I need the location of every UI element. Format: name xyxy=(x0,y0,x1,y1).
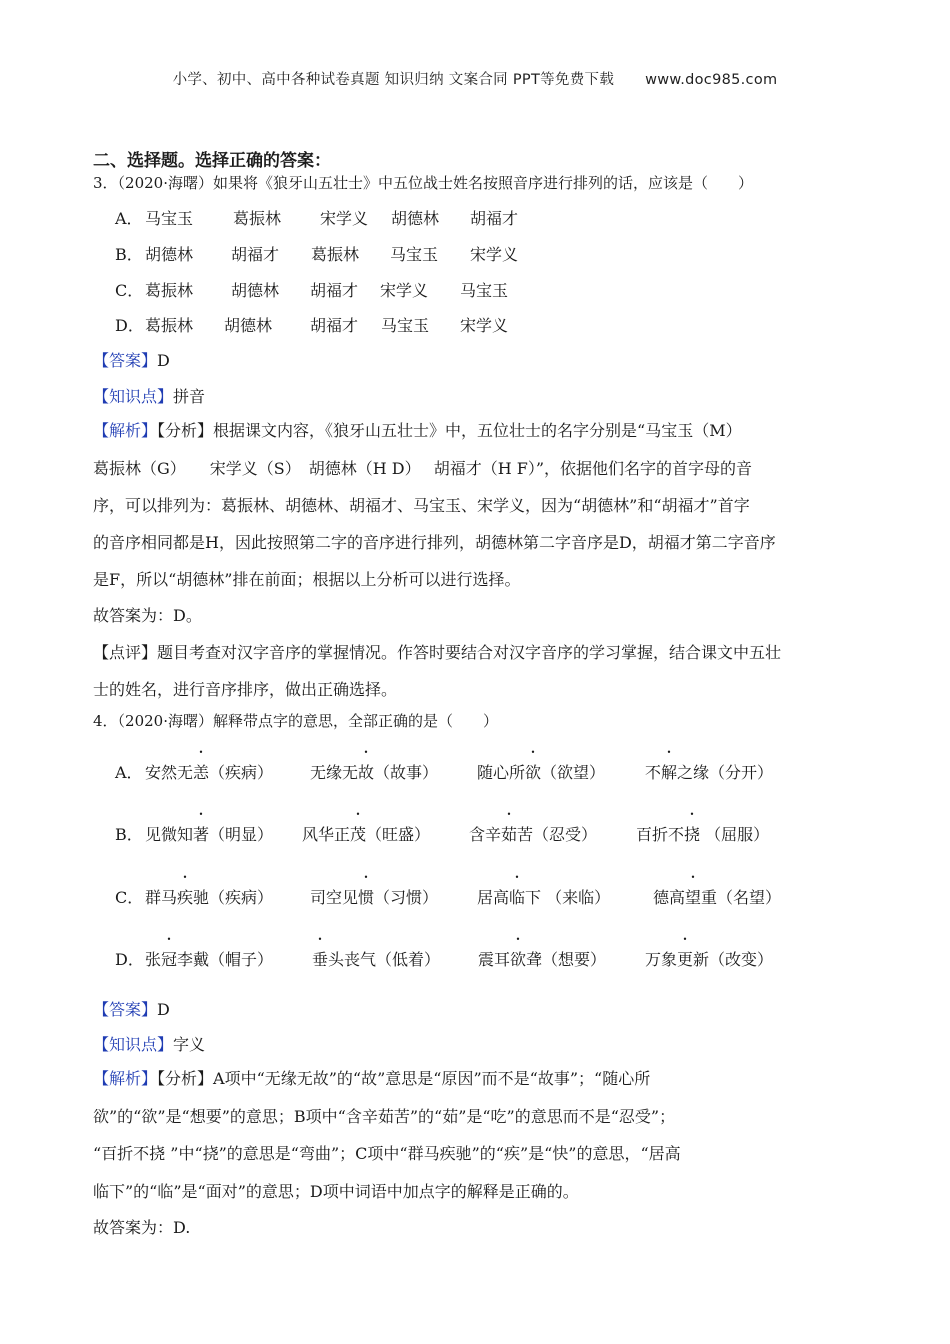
option-letter: C． xyxy=(115,888,144,907)
dotted-char: 冠 xyxy=(161,950,178,969)
dotted-char: 欲 xyxy=(510,950,527,969)
option-item xyxy=(312,947,440,970)
word-part: 头丧气（低着） xyxy=(328,950,441,969)
word-part: 随心所 xyxy=(477,763,526,782)
word-part: 含辛 xyxy=(469,825,502,844)
dotted-char: 著 xyxy=(193,825,210,844)
answer-value: D xyxy=(157,351,170,370)
q3-analysis-line: 是F，所以“胡德林”排在前面；根据以上分析可以进行选择。 xyxy=(93,570,521,589)
option-item: 胡德林 xyxy=(145,245,194,264)
word-part: （故事） xyxy=(374,763,439,782)
page-header xyxy=(0,68,950,89)
option-item xyxy=(145,947,273,970)
word-part: （疾病） xyxy=(209,763,274,782)
analysis-tag: 【解析】 xyxy=(93,1069,158,1088)
word-part: 百折不 xyxy=(636,825,685,844)
dotted-char: 恙 xyxy=(193,763,210,782)
dotted-char: 疾 xyxy=(177,888,194,907)
q4-final-answer: 故答案为：D. xyxy=(93,1218,191,1237)
word-part: 安然无 xyxy=(145,763,194,782)
analysis-text: 【分析】根据课文内容，《狼牙山五壮士》中，五位壮士的名字分别是“马宝玉（M） xyxy=(157,421,742,440)
word-part: 居高 xyxy=(477,888,510,907)
word-part: 李戴（帽子） xyxy=(177,950,274,969)
dotted-char: 惯 xyxy=(358,888,375,907)
option-letter: B． xyxy=(115,825,143,844)
q3-answer xyxy=(93,348,170,371)
q3-comment-line: 【点评】题目考查对汉字音序的掌握情况。作答时要结合对汉字音序的学习掌握，结合课文中五壮 xyxy=(93,643,782,662)
word-part: 见微知 xyxy=(145,825,194,844)
q4-option-c xyxy=(115,885,815,907)
dotted-char: 临 xyxy=(509,888,526,907)
option-item: 葛振林 xyxy=(145,316,194,335)
option-item: 葛振林 xyxy=(145,281,194,300)
word-part: 群马 xyxy=(145,888,178,907)
option-item xyxy=(645,760,773,783)
word-part: （欲望） xyxy=(541,763,606,782)
option-item: 宋学义 xyxy=(320,209,369,228)
q3-analysis-line: 序，可以排列为：葛振林、胡德林、胡福才、马宝玉、宋学义，因为“胡德林”和“胡福才”首字 xyxy=(93,496,750,515)
word-part: 下 （来临） xyxy=(525,888,611,907)
option-letter: B． xyxy=(115,245,143,264)
option-item xyxy=(477,760,605,783)
option-item: 马宝玉 xyxy=(390,245,439,264)
option-item: 胡德林 xyxy=(391,209,440,228)
q3-option-b xyxy=(115,242,715,264)
q4-option-a xyxy=(115,760,815,782)
analysis-text: 【分析】A项中“无缘无故”的“故”意思是“原因”而不是“故事”；“随心所 xyxy=(157,1069,651,1088)
q4-analysis-line: 欲”的“欲”是“想要”的意思；B项中“含辛茹苦”的“茹”是“吃”的意思而不是“忍受”； xyxy=(93,1107,676,1126)
option-item xyxy=(310,885,438,908)
option-item xyxy=(653,885,781,908)
word-part: 聋（想要） xyxy=(526,950,607,969)
dotted-char: 故 xyxy=(358,763,375,782)
word-part: 新（改变） xyxy=(693,950,774,969)
word-part: 不 xyxy=(645,763,662,782)
dotted-char: 解 xyxy=(661,763,678,782)
answer-value: D xyxy=(157,1000,170,1019)
q3-option-d xyxy=(115,313,715,335)
q3-final-answer: 故答案为：D。 xyxy=(93,606,202,625)
option-item: 宋学义 xyxy=(460,316,509,335)
word-part: （习惯） xyxy=(374,888,439,907)
answer-tag: 【答案】 xyxy=(93,351,158,370)
dotted-char: 欲 xyxy=(525,763,542,782)
header-text: 小学、初中、高中各种试卷真题 知识归纳 文案合同 PPT等免费下载 xyxy=(172,72,615,88)
option-item: 马宝玉 xyxy=(460,281,509,300)
q4-analysis-line: “百折不挠 ”中“挠”的意思是“弯曲”；C项中“群马疾驰”的“疾”是“快”的意思，“居高 xyxy=(93,1144,681,1163)
header-site: www.doc985.com xyxy=(645,72,778,88)
option-item: 宋学义 xyxy=(470,245,519,264)
option-item: 胡德林 xyxy=(224,316,273,335)
dotted-char: 望 xyxy=(685,888,702,907)
option-item: 葛振林 xyxy=(233,209,282,228)
option-item xyxy=(645,947,773,970)
word-part: 司空见 xyxy=(310,888,359,907)
q3-analysis-line: 的音序相同都是H，因此按照第二字的音序进行排列，胡德林第二字音序是D，胡福才第二字音序 xyxy=(93,533,776,552)
word-part: 风华正 xyxy=(302,825,351,844)
option-item: 胡福才 xyxy=(310,316,359,335)
option-item: 宋学义 xyxy=(380,281,429,300)
dotted-char: 垂 xyxy=(312,950,329,969)
option-letter: A． xyxy=(115,763,143,782)
q4-answer xyxy=(93,997,170,1020)
knowledge-value: 拼音 xyxy=(173,387,206,406)
option-letter: C． xyxy=(115,281,144,300)
dotted-char: 茂 xyxy=(350,825,367,844)
q3-option-a xyxy=(115,206,715,228)
dotted-char: 挠 xyxy=(684,825,701,844)
option-letter: D． xyxy=(115,316,144,335)
word-part: 之缘（分开） xyxy=(677,763,774,782)
q3-option-c xyxy=(115,278,715,300)
option-item: 胡福才 xyxy=(310,281,359,300)
option-item xyxy=(478,947,606,970)
option-item xyxy=(145,885,273,908)
option-item: 胡福才 xyxy=(231,245,280,264)
knowledge-tag: 【知识点】 xyxy=(93,1035,174,1054)
dotted-char: 茹 xyxy=(501,825,518,844)
option-item xyxy=(636,822,769,845)
answer-tag: 【答案】 xyxy=(93,1000,158,1019)
q3-knowledge-point xyxy=(93,384,205,407)
q3-stem: 3．（2020·海曙）如果将《狼牙山五壮士》中五位战士姓名按照音序进行排列的话，应该是（ ） xyxy=(93,174,753,192)
word-part: 驰（疾病） xyxy=(193,888,274,907)
q4-stem: 4．（2020·海曙）解释带点字的意思，全部正确的是（ ） xyxy=(93,712,498,730)
q4-option-d xyxy=(115,947,815,969)
option-item xyxy=(477,885,610,908)
option-item xyxy=(145,822,273,845)
q4-option-b xyxy=(115,822,815,844)
q3-analysis-line xyxy=(93,418,742,441)
word-part: 张 xyxy=(145,950,162,969)
section-title: 二、选择题。选择正确的答案： xyxy=(93,151,331,171)
q4-knowledge-point xyxy=(93,1032,205,1055)
q3-analysis-line: 葛振林（G） 宋学义（S） 胡德林（H D） 胡福才（H F）”，依据他们名字的首字母的音 xyxy=(93,459,753,478)
q4-analysis-line: 临下”的“临”是“面对”的意思；D项中词语中加点字的解释是正确的。 xyxy=(93,1182,579,1201)
option-letter: A． xyxy=(115,209,143,228)
analysis-tag: 【解析】 xyxy=(93,421,158,440)
word-part: 无缘无 xyxy=(310,763,359,782)
word-part: 万象 xyxy=(645,950,678,969)
word-part: 重（名望） xyxy=(701,888,782,907)
option-item: 胡德林 xyxy=(231,281,280,300)
knowledge-value: 字义 xyxy=(173,1035,206,1054)
word-part: 苦（忍受） xyxy=(517,825,598,844)
option-item: 葛振林 xyxy=(311,245,360,264)
option-letter: D． xyxy=(115,950,144,969)
word-part: （屈服） xyxy=(700,825,770,844)
option-item xyxy=(302,822,430,845)
dotted-char: 更 xyxy=(677,950,694,969)
option-item: 马宝玉 xyxy=(381,316,430,335)
option-item xyxy=(310,760,438,783)
q3-comment-line: 士的姓名，进行音序排序，做出正确选择。 xyxy=(93,680,398,699)
knowledge-tag: 【知识点】 xyxy=(93,387,174,406)
q4-analysis-line xyxy=(93,1066,650,1089)
word-part: 震耳 xyxy=(478,950,511,969)
option-item xyxy=(469,822,597,845)
word-part: 德高 xyxy=(653,888,686,907)
word-part: （明显） xyxy=(209,825,274,844)
option-item: 马宝玉 xyxy=(145,209,194,228)
word-part: （旺盛） xyxy=(366,825,431,844)
option-item: 胡福才 xyxy=(470,209,519,228)
option-item xyxy=(145,760,273,783)
